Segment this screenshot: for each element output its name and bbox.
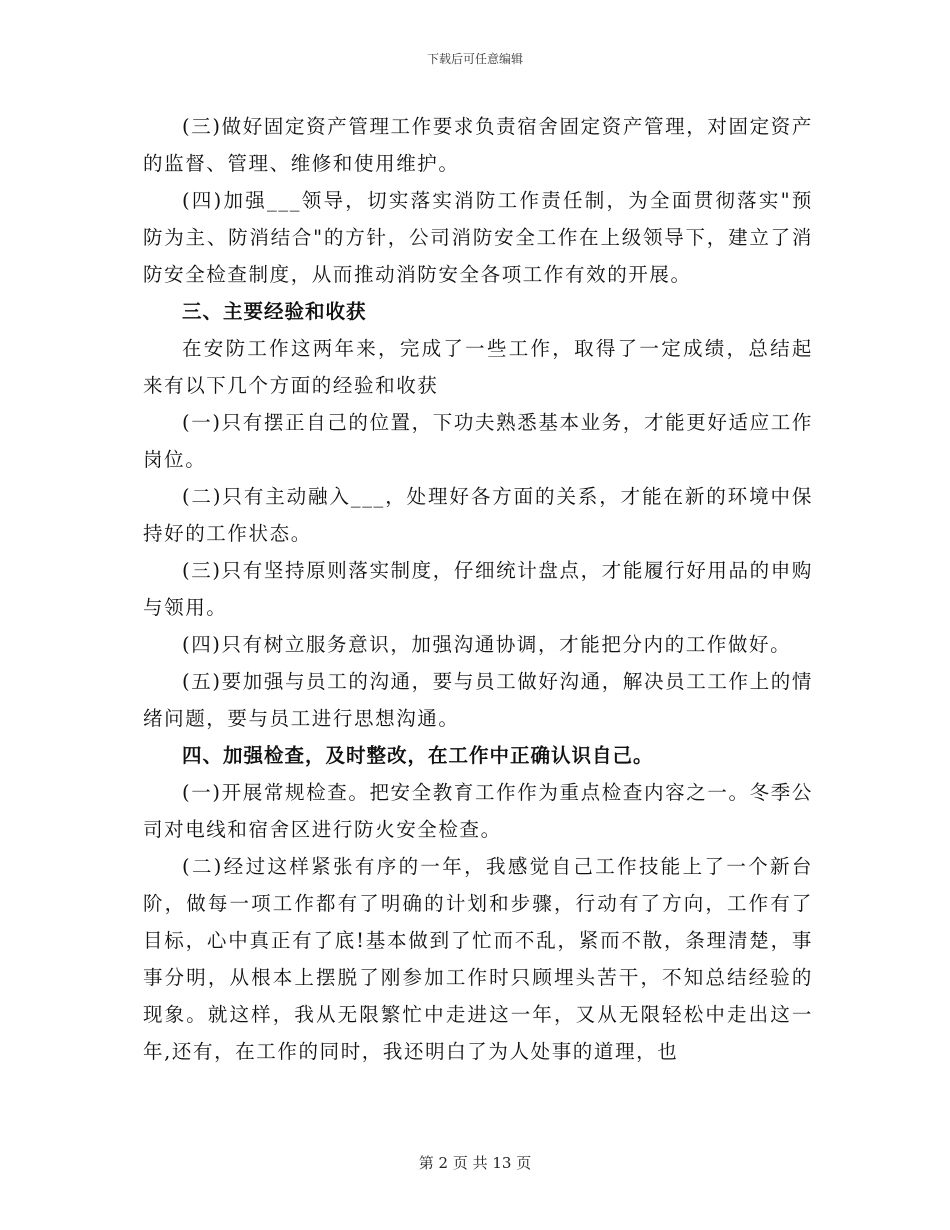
paragraph-experience-5: (五)要加强与员工的沟通，要与员工做好沟通，解决员工工作上的情绪问题，要与员工进行思想沟通。 — [143, 670, 813, 730]
page-header-note: 下载后可任意编辑 — [426, 52, 523, 66]
section-heading-experience: 三、主要经验和收获 — [182, 300, 367, 323]
document-body — [143, 108, 813, 1070]
paragraph-experience-3: (三)只有坚持原则落实制度，仔细统计盘点，才能履行好用品的申购与领用。 — [143, 559, 813, 619]
paragraph-fire-safety: (四)加强___领导，切实落实消防工作责任制，为全面贯彻落实"预防为主、防消结合"的方针，公司消防安全工作在上级领导下，建立了消防安全检查制度，从而推动消防安全各项工作有效的开展。 — [143, 189, 813, 286]
page-number: 第 2 页 共 13 页 — [418, 1154, 532, 1172]
paragraph-inspection-2: (二)经过这样紧张有序的一年，我感觉自己工作技能上了一个新台阶，做每一项工作都有了明确的计划和步骤，行动有了方向，工作有了目标，心中真正有了底!基本做到了忙而不乱，紧而不散，条理清楚，事事分明，从根本上摆脱了刚参加工作时只顾埋头苦干，不知总结经验的现象。就这样，我从无限繁忙中走进这一年，又从无限轻松中走出这一年,还有，在工作的同时，我还明白了为人处事的道理，也 — [143, 855, 813, 1063]
paragraph-inspection-1: (一)开展常规检查。把安全教育工作作为重点检查内容之一。冬季公司对电线和宿舍区进行防火安全检查。 — [143, 781, 813, 841]
paragraph-experience-2: (二)只有主动融入___，处理好各方面的关系，才能在新的环境中保持好的工作状态。 — [143, 485, 813, 545]
section-heading-inspection: 四、加强检查，及时整改，在工作中正确认识自己。 — [182, 744, 654, 767]
paragraph-experience-intro: 在安防工作这两年来，完成了一些工作，取得了一定成绩，总结起来有以下几个方面的经验和收获 — [143, 337, 813, 397]
paragraph-experience-4: (四)只有树立服务意识，加强沟通协调，才能把分内的工作做好。 — [182, 633, 792, 656]
paragraph-experience-1: (一)只有摆正自己的位置，下功夫熟悉基本业务，才能更好适应工作岗位。 — [143, 411, 813, 471]
paragraph-fixed-assets: (三)做好固定资产管理工作要求负责宿舍固定资产管理，对固定资产的监督、管理、维修和使用维护。 — [143, 115, 813, 175]
